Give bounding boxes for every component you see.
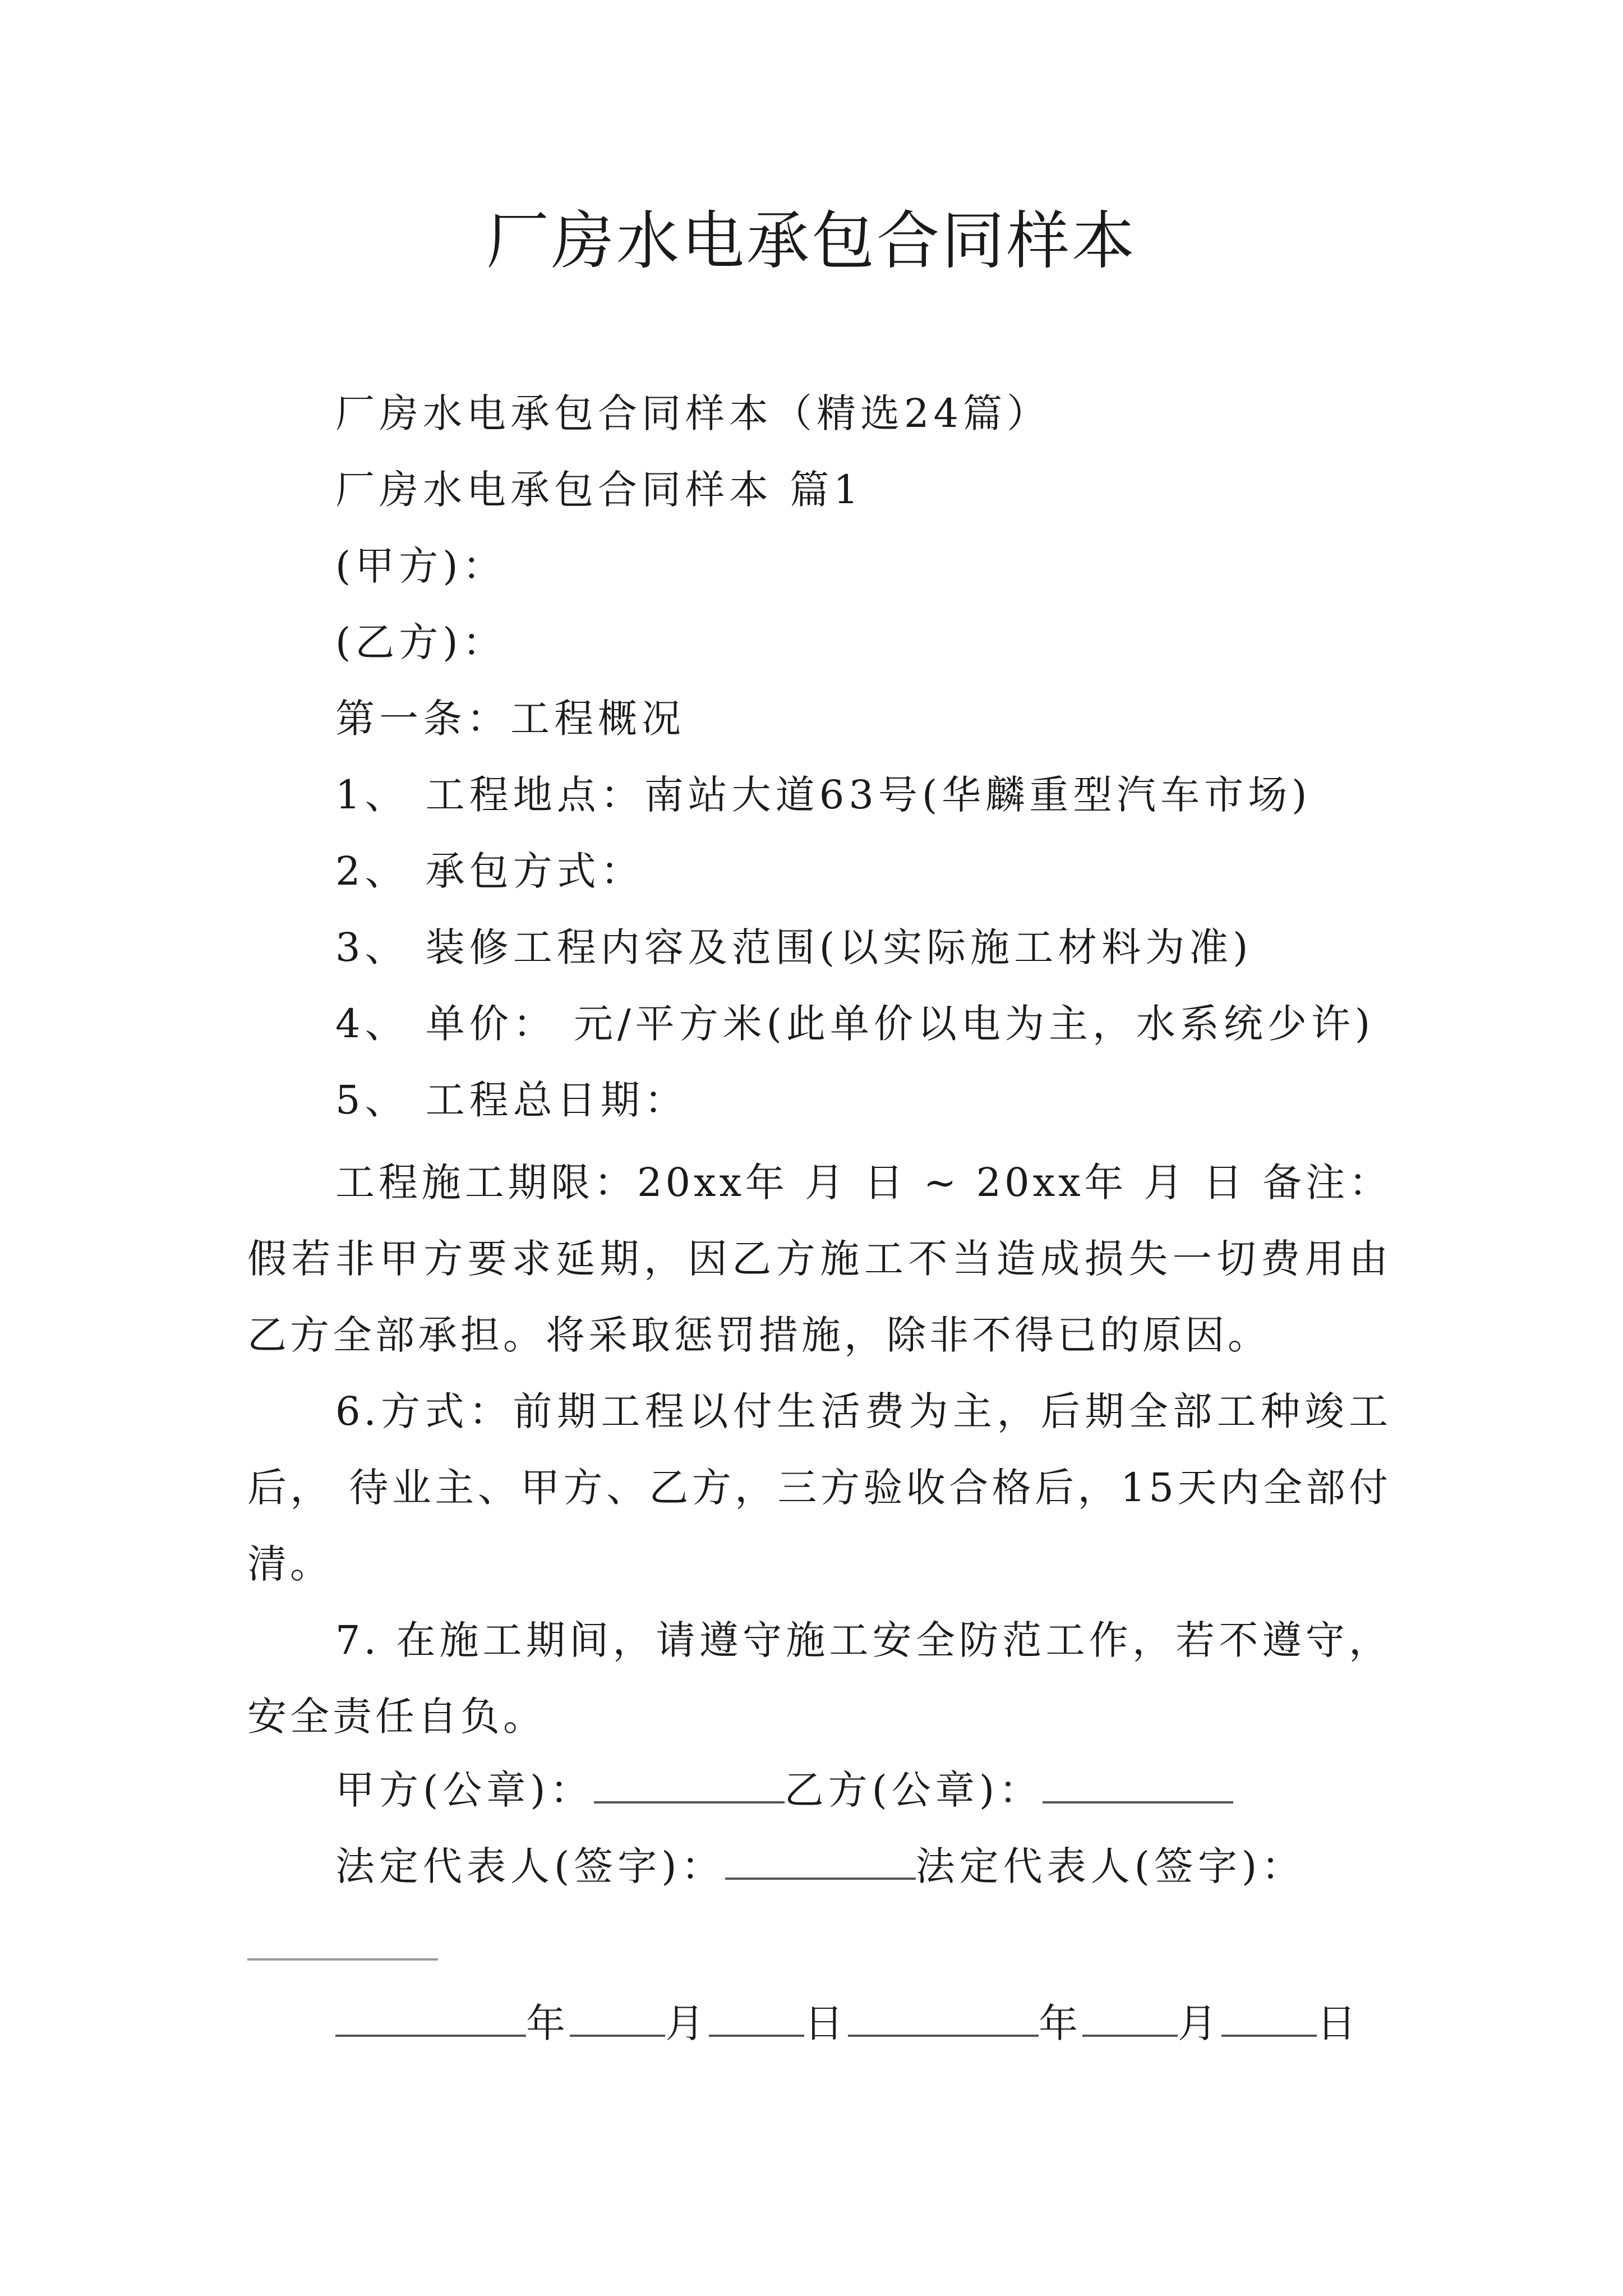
day-label-a: 日 xyxy=(804,2000,848,2046)
item-1: 1、 工程地点：南站大道63号(华麟重型汽车市场) xyxy=(335,772,1312,818)
year-label-b: 年 xyxy=(1039,2000,1082,2046)
section-heading: 厂房水电承包合同样本 篇1 xyxy=(335,467,863,513)
document-title: 厂房水电承包合同样本 xyxy=(486,205,1137,278)
document-subtitle: 厂房水电承包合同样本（精选24篇） xyxy=(335,390,1051,436)
party-b-seal-blank xyxy=(1043,1768,1233,1803)
party-a-label: (甲方)： xyxy=(335,543,506,589)
month-blank-a xyxy=(570,2001,665,2037)
party-b-label: (乙方)： xyxy=(335,619,506,665)
date-row xyxy=(335,1998,1361,2049)
month-label-b: 月 xyxy=(1178,2000,1221,2046)
party-a-rep-label: 法定代表人(签字)： xyxy=(335,1843,725,1889)
party-b-seal-label: 乙方(公章)： xyxy=(784,1767,1043,1813)
party-b-rep-blank xyxy=(247,1958,438,1961)
paragraph-period: 工程施工期限：20xx年 月 日 ~ 20xx年 月 日 备注：假若非甲方要求延期，因乙方施工不当造成损失一切费用由乙方全部承担。将采取惩罚措施，除非不得已的原因。 xyxy=(247,1159,1391,1358)
party-a-seal-blank xyxy=(594,1768,785,1803)
party-a-seal-label: 甲方(公章)： xyxy=(335,1767,594,1813)
year-label-a: 年 xyxy=(526,2000,570,2046)
item-3: 3、 装修工程内容及范围(以实际施工材料为准) xyxy=(335,924,1253,970)
item-4: 4、 单价： 元/平方米(此单价以电为主，水系统少许) xyxy=(335,1001,1375,1047)
month-blank-b xyxy=(1082,2001,1178,2037)
item-2: 2、 承包方式： xyxy=(335,848,644,894)
day-label-b: 日 xyxy=(1317,2000,1361,2046)
item-5: 5、 工程总日期： xyxy=(335,1077,688,1123)
year-blank-a xyxy=(335,2001,526,2037)
day-blank-a xyxy=(709,2001,804,2037)
party-a-rep-blank xyxy=(725,1844,916,1880)
month-label-a: 月 xyxy=(665,2000,709,2046)
article-1-heading: 第一条：工程概况 xyxy=(335,696,685,742)
paragraph-payment: 6.方式：前期工程以付生活费为主，后期全部工种竣工后， 待业主、甲方、乙方，三方验收合格后，15天内全部付清。 xyxy=(247,1388,1391,1587)
representative-row xyxy=(335,1841,1305,1892)
paragraph-safety: 7. 在施工期间，请遵守施工安全防范工作，若不遵守，安全责任自负。 xyxy=(247,1617,1391,1740)
party-b-rep-label: 法定代表人(签字)： xyxy=(915,1843,1306,1889)
seal-row xyxy=(335,1765,1233,1815)
year-blank-b xyxy=(848,2001,1039,2037)
day-blank-b xyxy=(1221,2001,1317,2037)
